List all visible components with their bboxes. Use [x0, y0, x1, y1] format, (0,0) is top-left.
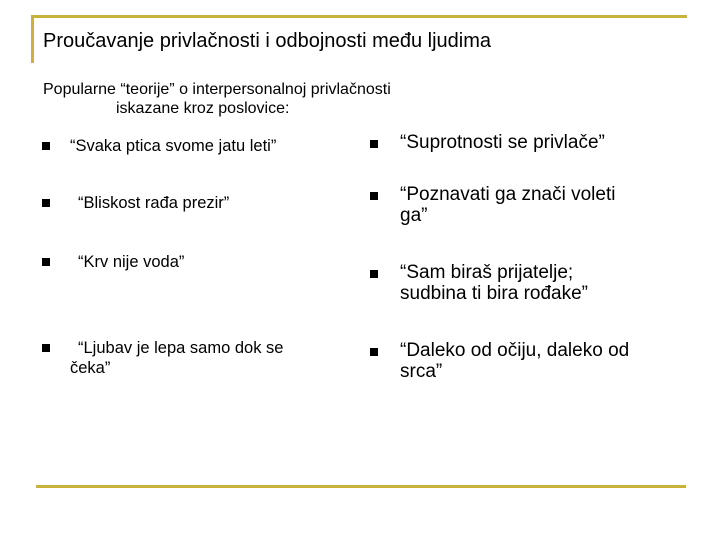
proverb-item	[370, 184, 690, 226]
proverb-text: čeka”	[70, 359, 111, 377]
square-bullet-icon	[42, 199, 50, 207]
proverb-item	[370, 340, 690, 382]
proverb-text: sudbina ti bira rođake”	[400, 283, 588, 304]
slide-subtitle	[43, 80, 483, 118]
proverb-text: “Sam biraš prijatelje;	[400, 262, 574, 283]
left-rule	[31, 15, 34, 63]
proverb-text: “Svaka ptica svome jatu leti”	[70, 137, 277, 155]
proverb-text: ga”	[400, 205, 428, 226]
proverb-item	[42, 252, 342, 272]
proverb-item	[42, 338, 342, 378]
proverb-text: “Daleko od očiju, daleko od	[400, 340, 630, 361]
proverb-text: “Krv nije voda”	[78, 253, 185, 271]
square-bullet-icon	[370, 270, 378, 278]
top-rule	[31, 15, 687, 18]
square-bullet-icon	[370, 348, 378, 356]
proverb-text: “Suprotnosti se privlače”	[400, 132, 605, 153]
square-bullet-icon	[370, 140, 378, 148]
proverb-text: srca”	[400, 361, 443, 382]
subtitle-line: iskazane kroz poslovice:	[116, 100, 290, 117]
square-bullet-icon	[42, 142, 50, 150]
proverb-text: “Poznavati ga znači voleti	[400, 184, 616, 205]
proverb-item	[42, 136, 342, 156]
proverb-item	[370, 262, 690, 304]
square-bullet-icon	[370, 192, 378, 200]
proverb-text: “Ljubav je lepa samo dok se	[78, 339, 284, 357]
square-bullet-icon	[42, 344, 50, 352]
square-bullet-icon	[42, 258, 50, 266]
subtitle-line: Popularne “teorije” o interpersonalnoj privlačnosti	[43, 81, 391, 98]
slide-title: Proučavanje privlačnosti i odbojnosti među ljudima	[43, 30, 492, 52]
bottom-rule	[36, 485, 686, 488]
proverb-item	[42, 193, 342, 213]
proverb-text: “Bliskost rađa prezir”	[78, 194, 230, 212]
proverb-item	[370, 132, 690, 153]
